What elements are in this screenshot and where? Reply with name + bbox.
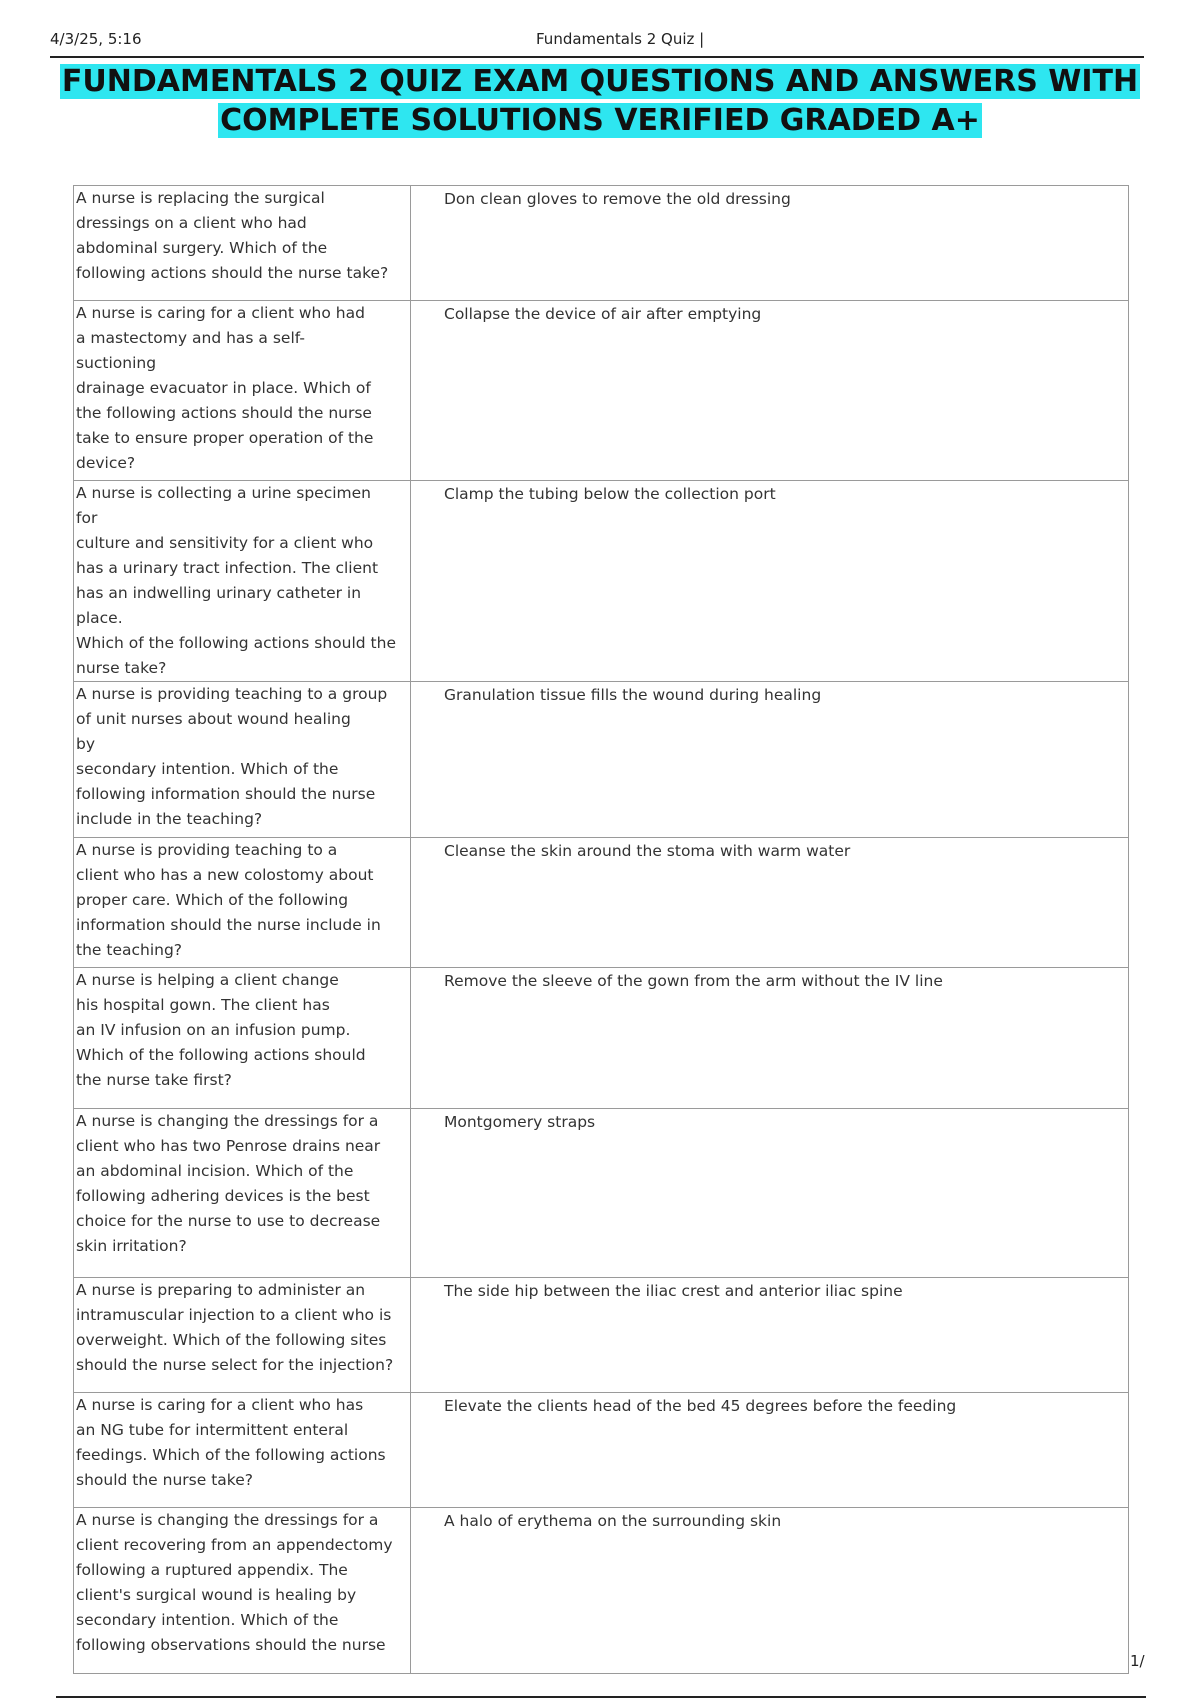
table-row [74,1393,1129,1508]
question-cell: A nurse is preparing to administer an intramuscular injection to a client who is overweight. Which of the following sites should the nurse select for the injection? [74,1278,411,1393]
table-row [74,186,1129,301]
answer-cell: Don clean gloves to remove the old dressing [411,186,1129,301]
question-cell: A nurse is caring for a client who had a mastectomy and has a self- suctioning drainage evacuator in place. Which of the following actions should the nurse take to ensure proper operation of the device? [74,301,411,481]
print-title: Fundamentals 2 Quiz | [536,30,705,48]
question-cell: A nurse is helping a client change his hospital gown. The client has an IV infusion on an infusion pump. Which of the following actions should the nurse take first? [74,968,411,1109]
answer-cell: Granulation tissue fills the wound during healing [411,682,1129,838]
page-number: 1/ [1130,1652,1145,1670]
table-row [74,1508,1129,1674]
answer-cell: Cleanse the skin around the stoma with warm water [411,838,1129,968]
table-row [74,682,1129,838]
document-title-line-1: FUNDAMENTALS 2 QUIZ EXAM QUESTIONS AND ANSWERS WITH [61,64,1139,99]
page-header [50,28,1144,58]
answer-cell: The side hip between the iliac crest and anterior iliac spine [411,1278,1129,1393]
question-cell: A nurse is changing the dressings for a client who has two Penrose drains near an abdominal incision. Which of the following adhering devices is the best choice for the nurse to use to decrease skin irritation? [74,1109,411,1278]
answer-cell: Clamp the tubing below the collection port [411,481,1129,682]
answer-cell: Montgomery straps [411,1109,1129,1278]
footer-divider [56,1696,1146,1698]
table-row [74,1109,1129,1278]
question-cell: A nurse is replacing the surgical dressings on a client who had abdominal surgery. Which of the following actions should the nurse take? [74,186,411,301]
print-date: 4/3/25, 5:16 [50,30,142,48]
question-cell: A nurse is caring for a client who has an NG tube for intermittent enteral feedings. Which of the following actions should the nurse take? [74,1393,411,1508]
qa-table [73,185,1129,1674]
document-title-line-2: COMPLETE SOLUTIONS VERIFIED GRADED A+ [220,103,980,138]
question-cell: A nurse is collecting a urine specimen for culture and sensitivity for a client who has a urinary tract infection. The client has an indwelling urinary catheter in place. Which of the following actions should the nurse take? [74,481,411,682]
question-cell: A nurse is changing the dressings for a client recovering from an appendectomy following a ruptured appendix. The client's surgical wound is healing by secondary intention. Which of the following observations should the nurse [74,1508,411,1674]
document-title [0,62,1200,140]
table-row [74,968,1129,1109]
table-row [74,1278,1129,1393]
table-row [74,838,1129,968]
table-row [74,301,1129,481]
question-cell: A nurse is providing teaching to a group of unit nurses about wound healing by secondary intention. Which of the following information should the nurse include in the teaching? [74,682,411,838]
table-row [74,481,1129,682]
question-cell: A nurse is providing teaching to a client who has a new colostomy about proper care. Which of the following information should the nurse include in the teaching? [74,838,411,968]
answer-cell: Remove the sleeve of the gown from the arm without the IV line [411,968,1129,1109]
answer-cell: Elevate the clients head of the bed 45 degrees before the feeding [411,1393,1129,1508]
answer-cell: Collapse the device of air after emptying [411,301,1129,481]
answer-cell: A halo of erythema on the surrounding skin [411,1508,1129,1674]
